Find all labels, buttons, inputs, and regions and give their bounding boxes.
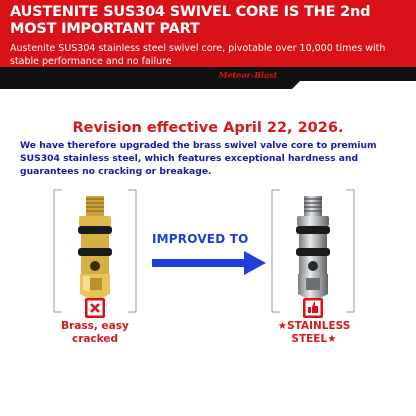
stainless-caption bbox=[254, 320, 374, 346]
header-banner bbox=[0, 0, 416, 100]
revision-title: Revision effective April 22, 2026. bbox=[72, 120, 344, 136]
revision-body: We have therefore upgraded the brass swivel valve core to premium SUS304 stainless steel, which features exceptional hardness and guarantees no cracking or breakage. bbox=[20, 140, 377, 177]
brass-caption: Brass, easy cracked bbox=[61, 320, 129, 345]
star-icon-left: ★ bbox=[277, 320, 288, 332]
thumbs-up-icon bbox=[303, 298, 323, 318]
header-title: AUSTENITE SUS304 SWIVEL CORE IS THE 2nd MOST IMPORTANT PART bbox=[10, 4, 371, 37]
stainless-core-image bbox=[266, 186, 360, 316]
banner-black-stripe bbox=[0, 67, 416, 100]
brand-logo-text: Meteor-Blast bbox=[218, 70, 278, 80]
header-description: Austenite SUS304 stainless steel swivel core, pivotable over 10,000 times with stable performance and no failure bbox=[10, 43, 386, 67]
brass-core-image bbox=[48, 186, 142, 316]
x-icon bbox=[85, 298, 105, 318]
right-arrow-icon bbox=[150, 248, 268, 278]
improved-to-label: IMPROVED TO bbox=[152, 232, 249, 246]
stainless-caption-label: STAINLESS STEEL bbox=[287, 320, 351, 345]
star-icon-right: ★ bbox=[327, 333, 337, 345]
